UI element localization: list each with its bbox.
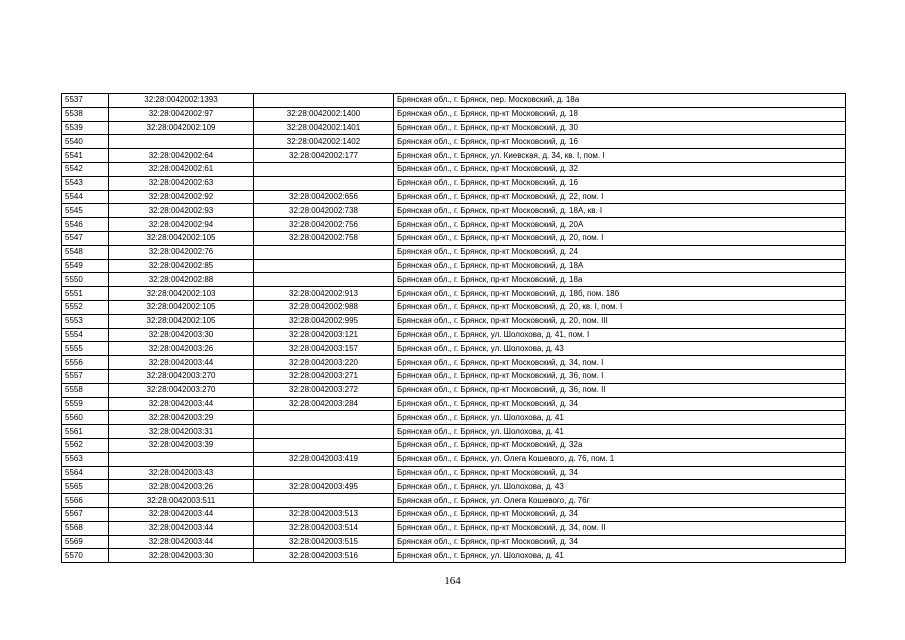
building-cadastral-number-cell: 32:28:0042003:495: [254, 480, 394, 494]
address-cell: Брянская обл., г. Брянск, пр-кт Московский, д. 20, кв. I, пом. I: [394, 300, 846, 314]
row-number-cell: 5565: [62, 480, 109, 494]
row-number-cell: 5562: [62, 438, 109, 452]
table-row: [62, 535, 846, 549]
row-number-cell: 5556: [62, 356, 109, 370]
row-number-cell: 5553: [62, 314, 109, 328]
table-row: [62, 94, 846, 108]
table-row: [62, 176, 846, 190]
building-cadastral-number-cell: 32:28:0042003:284: [254, 397, 394, 411]
building-cadastral-number-cell: 32:28:0042002:758: [254, 231, 394, 245]
address-cell: Брянская обл., г. Брянск, пр-кт Московский, д. 20, пом. III: [394, 314, 846, 328]
land-cadastral-number-cell: 32:28:0042002:61: [109, 162, 254, 176]
cadastral-table: [61, 93, 846, 563]
row-number-cell: 5557: [62, 369, 109, 383]
building-cadastral-number-cell: 32:28:0042003:220: [254, 356, 394, 370]
building-cadastral-number-cell: [254, 245, 394, 259]
land-cadastral-number-cell: 32:28:0042002:92: [109, 190, 254, 204]
building-cadastral-number-cell: 32:28:0042002:738: [254, 204, 394, 218]
address-cell: Брянская обл., г. Брянск, пр-кт Московский, д. 34, пом. I: [394, 356, 846, 370]
land-cadastral-number-cell: 32:28:0042003:270: [109, 383, 254, 397]
row-number-cell: 5543: [62, 176, 109, 190]
land-cadastral-number-cell: 32:28:0042002:63: [109, 176, 254, 190]
land-cadastral-number-cell: 32:28:0042002:109: [109, 121, 254, 135]
building-cadastral-number-cell: 32:28:0042003:157: [254, 342, 394, 356]
building-cadastral-number-cell: 32:28:0042002:756: [254, 218, 394, 232]
building-cadastral-number-cell: 32:28:0042002:656: [254, 190, 394, 204]
address-cell: Брянская обл., г. Брянск, ул. Олега Кошевого, д. 76г: [394, 494, 846, 508]
row-number-cell: 5548: [62, 245, 109, 259]
land-cadastral-number-cell: 32:28:0042002:105: [109, 314, 254, 328]
row-number-cell: 5537: [62, 94, 109, 108]
address-cell: Брянская обл., г. Брянск, пр-кт Московский, д. 34: [394, 466, 846, 480]
land-cadastral-number-cell: 32:28:0042003:31: [109, 425, 254, 439]
address-cell: Брянская обл., г. Брянск, пр-кт Московский, д. 18а: [394, 273, 846, 287]
building-cadastral-number-cell: 32:28:0042003:271: [254, 369, 394, 383]
building-cadastral-number-cell: [254, 425, 394, 439]
building-cadastral-number-cell: [254, 176, 394, 190]
row-number-cell: 5563: [62, 452, 109, 466]
row-number-cell: 5570: [62, 549, 109, 563]
table-row: [62, 162, 846, 176]
table-row: [62, 107, 846, 121]
land-cadastral-number-cell: 32:28:0042003:30: [109, 549, 254, 563]
building-cadastral-number-cell: [254, 466, 394, 480]
address-cell: Брянская обл., г. Брянск, ул. Киевская, д. 34, кв. I, пом. I: [394, 149, 846, 163]
building-cadastral-number-cell: 32:28:0042002:995: [254, 314, 394, 328]
building-cadastral-number-cell: [254, 162, 394, 176]
land-cadastral-number-cell: 32:28:0042003:44: [109, 356, 254, 370]
row-number-cell: 5569: [62, 535, 109, 549]
row-number-cell: 5558: [62, 383, 109, 397]
address-cell: Брянская обл., г. Брянск, пр-кт Московский, д. 18А, кв. I: [394, 204, 846, 218]
address-cell: Брянская обл., г. Брянск, пр-кт Московский, д. 24: [394, 245, 846, 259]
table-row: [62, 438, 846, 452]
address-cell: Брянская обл., г. Брянск, пр-кт Московский, д. 20, пом. I: [394, 231, 846, 245]
address-cell: Брянская обл., г. Брянск, пр-кт Московский, д. 34: [394, 397, 846, 411]
land-cadastral-number-cell: 32:28:0042002:97: [109, 107, 254, 121]
table-row: [62, 245, 846, 259]
building-cadastral-number-cell: 32:28:0042003:272: [254, 383, 394, 397]
land-cadastral-number-cell: 32:28:0042003:29: [109, 411, 254, 425]
land-cadastral-number-cell: 32:28:0042003:26: [109, 342, 254, 356]
address-cell: Брянская обл., г. Брянск, ул. Шолохова, д. 41: [394, 411, 846, 425]
address-cell: Брянская обл., г. Брянск, пр-кт Московский, д. 34: [394, 507, 846, 521]
building-cadastral-number-cell: 32:28:0042003:419: [254, 452, 394, 466]
address-cell: Брянская обл., г. Брянск, пр-кт Московский, д. 34, пом. II: [394, 521, 846, 535]
building-cadastral-number-cell: 32:28:0042002:1400: [254, 107, 394, 121]
land-cadastral-number-cell: 32:28:0042003:26: [109, 480, 254, 494]
land-cadastral-number-cell: [109, 135, 254, 149]
table-row: [62, 494, 846, 508]
land-cadastral-number-cell: 32:28:0042002:94: [109, 218, 254, 232]
table-row: [62, 259, 846, 273]
address-cell: Брянская обл., г. Брянск, пр-кт Московский, д. 20А: [394, 218, 846, 232]
land-cadastral-number-cell: 32:28:0042002:76: [109, 245, 254, 259]
building-cadastral-number-cell: 32:28:0042003:121: [254, 328, 394, 342]
land-cadastral-number-cell: 32:28:0042003:270: [109, 369, 254, 383]
page-number: 164: [444, 575, 461, 587]
row-number-cell: 5540: [62, 135, 109, 149]
address-cell: Брянская обл., г. Брянск, пер. Московский, д. 18а: [394, 94, 846, 108]
building-cadastral-number-cell: 32:28:0042003:515: [254, 535, 394, 549]
row-number-cell: 5559: [62, 397, 109, 411]
address-cell: Брянская обл., г. Брянск, пр-кт Московский, д. 34: [394, 535, 846, 549]
table-row: [62, 507, 846, 521]
row-number-cell: 5560: [62, 411, 109, 425]
building-cadastral-number-cell: 32:28:0042002:1402: [254, 135, 394, 149]
building-cadastral-number-cell: 32:28:0042002:913: [254, 287, 394, 301]
address-cell: Брянская обл., г. Брянск, пр-кт Московский, д. 36, пом. II: [394, 383, 846, 397]
building-cadastral-number-cell: [254, 494, 394, 508]
table-row: [62, 218, 846, 232]
row-number-cell: 5545: [62, 204, 109, 218]
building-cadastral-number-cell: [254, 273, 394, 287]
address-cell: Брянская обл., г. Брянск, пр-кт Московский, д. 16: [394, 135, 846, 149]
row-number-cell: 5555: [62, 342, 109, 356]
table-row: [62, 466, 846, 480]
table-row: [62, 521, 846, 535]
table-row: [62, 369, 846, 383]
row-number-cell: 5539: [62, 121, 109, 135]
building-cadastral-number-cell: 32:28:0042002:1401: [254, 121, 394, 135]
land-cadastral-number-cell: 32:28:0042002:105: [109, 300, 254, 314]
land-cadastral-number-cell: 32:28:0042002:105: [109, 231, 254, 245]
land-cadastral-number-cell: 32:28:0042002:93: [109, 204, 254, 218]
land-cadastral-number-cell: 32:28:0042002:103: [109, 287, 254, 301]
table-row: [62, 135, 846, 149]
building-cadastral-number-cell: [254, 411, 394, 425]
address-cell: Брянская обл., г. Брянск, ул. Шолохова, д. 43: [394, 480, 846, 494]
table-row: [62, 356, 846, 370]
land-cadastral-number-cell: 32:28:0042002:64: [109, 149, 254, 163]
row-number-cell: 5551: [62, 287, 109, 301]
row-number-cell: 5550: [62, 273, 109, 287]
address-cell: Брянская обл., г. Брянск, пр-кт Московский, д. 30: [394, 121, 846, 135]
table-row: [62, 204, 846, 218]
table-row: [62, 425, 846, 439]
land-cadastral-number-cell: 32:28:0042002:85: [109, 259, 254, 273]
address-cell: Брянская обл., г. Брянск, ул. Шолохова, д. 41: [394, 425, 846, 439]
row-number-cell: 5561: [62, 425, 109, 439]
table-row: [62, 231, 846, 245]
building-cadastral-number-cell: [254, 438, 394, 452]
land-cadastral-number-cell: [109, 452, 254, 466]
land-cadastral-number-cell: 32:28:0042003:30: [109, 328, 254, 342]
row-number-cell: 5567: [62, 507, 109, 521]
address-cell: Брянская обл., г. Брянск, пр-кт Московский, д. 18б, пом. 18б: [394, 287, 846, 301]
row-number-cell: 5544: [62, 190, 109, 204]
land-cadastral-number-cell: 32:28:0042003:44: [109, 397, 254, 411]
table-row: [62, 452, 846, 466]
table-row: [62, 383, 846, 397]
building-cadastral-number-cell: 32:28:0042003:514: [254, 521, 394, 535]
row-number-cell: 5566: [62, 494, 109, 508]
address-cell: Брянская обл., г. Брянск, ул. Шолохова, д. 41: [394, 549, 846, 563]
row-number-cell: 5568: [62, 521, 109, 535]
table-row: [62, 314, 846, 328]
row-number-cell: 5547: [62, 231, 109, 245]
address-cell: Брянская обл., г. Брянск, пр-кт Московский, д. 32: [394, 162, 846, 176]
row-number-cell: 5552: [62, 300, 109, 314]
address-cell: Брянская обл., г. Брянск, ул. Шолохова, д. 43: [394, 342, 846, 356]
land-cadastral-number-cell: 32:28:0042003:44: [109, 521, 254, 535]
address-cell: Брянская обл., г. Брянск, пр-кт Московский, д. 18: [394, 107, 846, 121]
row-number-cell: 5538: [62, 107, 109, 121]
table-row: [62, 328, 846, 342]
table-row: [62, 149, 846, 163]
building-cadastral-number-cell: 32:28:0042002:988: [254, 300, 394, 314]
table-row: [62, 190, 846, 204]
row-number-cell: 5564: [62, 466, 109, 480]
building-cadastral-number-cell: 32:28:0042003:513: [254, 507, 394, 521]
row-number-cell: 5549: [62, 259, 109, 273]
table-row: [62, 300, 846, 314]
address-cell: Брянская обл., г. Брянск, ул. Шолохова, д. 41, пом. I: [394, 328, 846, 342]
table-row: [62, 121, 846, 135]
address-cell: Брянская обл., г. Брянск, пр-кт Московский, д. 22, пом. I: [394, 190, 846, 204]
land-cadastral-number-cell: 32:28:0042003:43: [109, 466, 254, 480]
address-cell: Брянская обл., г. Брянск, пр-кт Московский, д. 32а: [394, 438, 846, 452]
table-row: [62, 480, 846, 494]
address-cell: Брянская обл., г. Брянск, пр-кт Московский, д. 36, пом. I: [394, 369, 846, 383]
address-cell: Брянская обл., г. Брянск, пр-кт Московский, д. 16: [394, 176, 846, 190]
table-row: [62, 549, 846, 563]
table-body: [62, 94, 846, 563]
building-cadastral-number-cell: 32:28:0042003:516: [254, 549, 394, 563]
building-cadastral-number-cell: 32:28:0042002:177: [254, 149, 394, 163]
address-cell: Брянская обл., г. Брянск, пр-кт Московский, д. 18А: [394, 259, 846, 273]
table-row: [62, 342, 846, 356]
land-cadastral-number-cell: 32:28:0042002:1393: [109, 94, 254, 108]
land-cadastral-number-cell: 32:28:0042002:88: [109, 273, 254, 287]
building-cadastral-number-cell: [254, 259, 394, 273]
row-number-cell: 5541: [62, 149, 109, 163]
land-cadastral-number-cell: 32:28:0042003:39: [109, 438, 254, 452]
row-number-cell: 5546: [62, 218, 109, 232]
land-cadastral-number-cell: 32:28:0042003:44: [109, 535, 254, 549]
table-row: [62, 273, 846, 287]
address-cell: Брянская обл., г. Брянск, ул. Олега Кошевого, д. 76, пом. 1: [394, 452, 846, 466]
table-row: [62, 411, 846, 425]
table-row: [62, 287, 846, 301]
building-cadastral-number-cell: [254, 94, 394, 108]
row-number-cell: 5542: [62, 162, 109, 176]
table-row: [62, 397, 846, 411]
land-cadastral-number-cell: 32:28:0042003:44: [109, 507, 254, 521]
row-number-cell: 5554: [62, 328, 109, 342]
land-cadastral-number-cell: 32:28:0042003:511: [109, 494, 254, 508]
